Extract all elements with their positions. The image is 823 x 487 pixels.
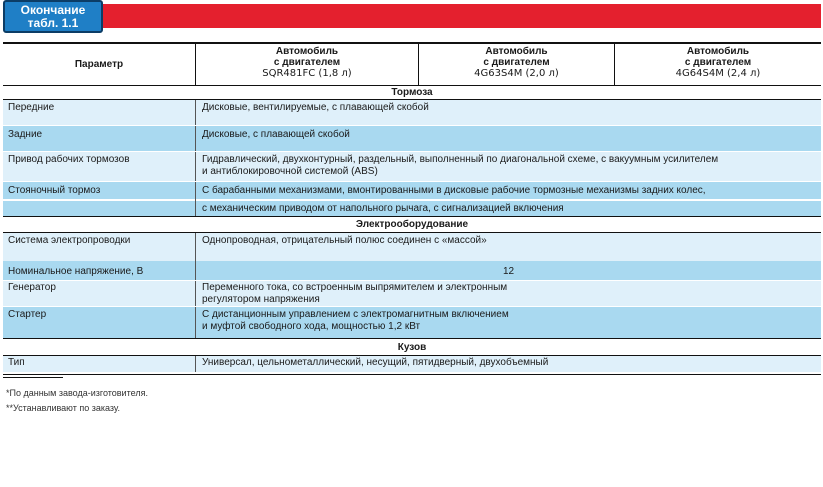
row-param: Привод рабочих тормозов bbox=[3, 152, 196, 181]
table-row bbox=[3, 233, 821, 261]
header-engine-3-line2: с двигателем bbox=[684, 57, 752, 68]
row-value-line1: Гидравлический, двухконтурный, раздельный, выполненный по диагональной схеме, с вакуумным усилителем bbox=[202, 154, 719, 165]
row-value: Однопроводная, отрицательный полюс соединен с «массой» bbox=[202, 235, 487, 246]
header-engine-2-line1: Автомобиль bbox=[485, 46, 548, 57]
row-value-line1: С барабанными механизмами, вмонтированными в дисковые рабочие тормозные механизмы задних колес, bbox=[202, 185, 706, 196]
table-row bbox=[3, 152, 821, 182]
badge-line-2: табл. 1.1 bbox=[27, 16, 79, 30]
header-engine-2-model: 4G63S4M (2,0 л) bbox=[474, 68, 559, 79]
header-engine-1-line1: Автомобиль bbox=[275, 46, 339, 57]
row-param: Стояночный тормоз bbox=[3, 182, 196, 216]
section-body: Кузов bbox=[3, 339, 821, 356]
row-value bbox=[196, 307, 821, 338]
table-row bbox=[3, 100, 821, 126]
table-row bbox=[3, 356, 821, 372]
row-param: Задние bbox=[3, 126, 196, 151]
header-engine-3 bbox=[615, 44, 821, 85]
footnote-2: **Устанавливают по заказу. bbox=[6, 403, 121, 413]
row-value: 12 bbox=[502, 266, 515, 277]
row-value-line2: и антиблокировочной системой (ABS) bbox=[202, 166, 378, 177]
header-engine-1 bbox=[196, 44, 419, 85]
header-engine-1-model: SQR481FC (1,8 л) bbox=[262, 68, 352, 79]
row-param: Передние bbox=[3, 100, 196, 125]
footnote-rule bbox=[3, 377, 63, 378]
spec-table bbox=[3, 42, 821, 375]
row-value-line1: Переменного тока, со встроенным выпрямителем и электронным bbox=[202, 282, 508, 293]
row-value bbox=[196, 281, 821, 306]
row-param: Генератор bbox=[3, 281, 196, 306]
table-row bbox=[3, 261, 821, 281]
row-value-line2: с механическим приводом от напольного рычага, с сигнализацией включения bbox=[202, 203, 564, 214]
header-engine-1-line2: с двигателем bbox=[273, 57, 341, 68]
header-engine-2 bbox=[419, 44, 615, 85]
title-bar bbox=[0, 0, 823, 30]
table-header bbox=[3, 44, 821, 86]
section-brakes: Тормоза bbox=[3, 86, 821, 100]
row-param: Стартер bbox=[3, 307, 196, 338]
row-value bbox=[196, 152, 821, 181]
table-row bbox=[3, 126, 821, 152]
row-param: Номинальное напряжение, В bbox=[3, 261, 196, 280]
header-engine-2-line2: с двигателем bbox=[483, 57, 550, 68]
row-value bbox=[196, 182, 821, 216]
table-continuation-badge bbox=[3, 0, 103, 33]
row-value: Дисковые, вентилируемые, с плавающей скобой bbox=[202, 102, 429, 113]
footnote-1: *По данным завода-изготовителя. bbox=[6, 388, 148, 398]
row-value: Дисковые, с плавающей скобой bbox=[202, 129, 350, 140]
row-value-line2: регулятором напряжения bbox=[202, 294, 320, 305]
header-engine-3-line1: Автомобиль bbox=[686, 46, 750, 57]
header-engine-3-model: 4G64S4M (2,4 л) bbox=[675, 68, 761, 79]
row-value: Универсал, цельнометаллический, несущий, пятидверный, двухобъемный bbox=[202, 357, 549, 368]
row-param: Тип bbox=[3, 356, 196, 372]
row-value-line2: и муфтой свободного хода, мощностью 1,2 кВт bbox=[202, 321, 421, 332]
table-row bbox=[3, 281, 821, 307]
badge-line-1: Окончание bbox=[20, 3, 86, 17]
section-electrical: Электрооборудование bbox=[3, 217, 821, 233]
row-param: Система электропроводки bbox=[3, 233, 196, 261]
row-value-line1: С дистанционным управлением с электромагнитным включением bbox=[202, 309, 509, 320]
table-row bbox=[3, 307, 821, 339]
header-parameter: Параметр bbox=[3, 44, 196, 85]
title-bar-stripe bbox=[20, 4, 821, 28]
table-row bbox=[3, 182, 821, 217]
